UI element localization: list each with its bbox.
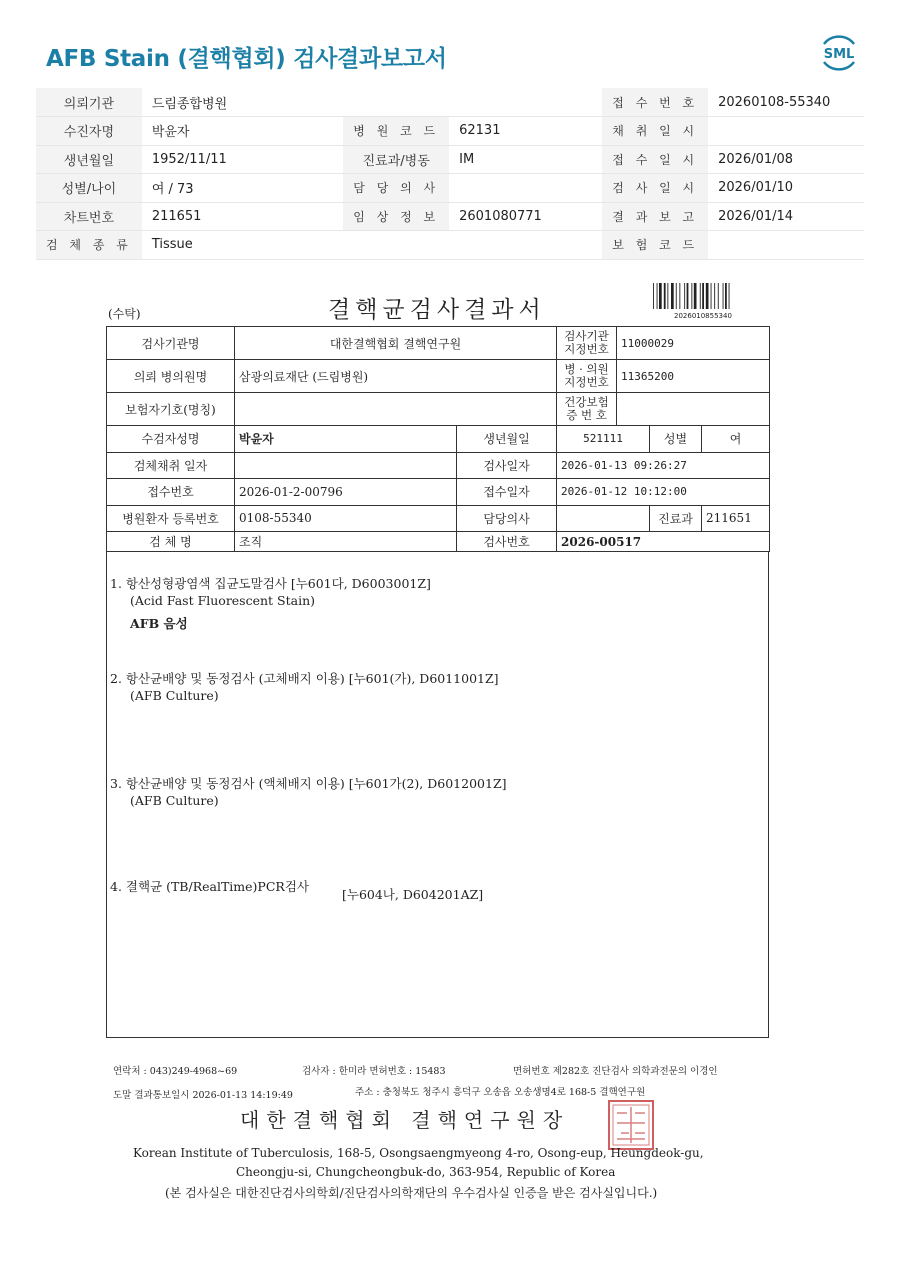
- logo-text: SML: [823, 47, 855, 62]
- barcode-bar: [676, 283, 677, 309]
- info-label: 임 상 정 보: [343, 202, 449, 231]
- barcode-bar: [711, 283, 712, 309]
- info-value: 여 / 73: [142, 174, 343, 203]
- form-row: [107, 360, 770, 393]
- result-item: [110, 878, 309, 895]
- form-label: 검사기관명: [107, 327, 235, 360]
- form-label: 건강보험 증 번 호: [557, 393, 617, 426]
- info-label: 검 체 종 류: [36, 231, 142, 260]
- footer-contact: 연락처 : 043)249-4968~69: [113, 1066, 238, 1077]
- exam-form-table: [106, 326, 770, 552]
- barcode-bar: [700, 283, 701, 309]
- result-item: [110, 575, 431, 632]
- form-label: 성별: [650, 426, 702, 453]
- form-label: 검체채취 일자: [107, 452, 235, 479]
- barcode-bar: [659, 283, 662, 309]
- form-value: 2026-01-13 09:26:27: [557, 452, 770, 479]
- info-label: 검 사 일 시: [602, 174, 708, 203]
- result-subtitle: (AFB Culture): [130, 793, 219, 808]
- result-value: AFB 음성: [130, 616, 188, 631]
- info-label: 접 수 일 시: [602, 145, 708, 174]
- form-value: 2026-01-12 10:12:00: [557, 479, 770, 506]
- form-value: [617, 393, 770, 426]
- info-label: 담 당 의 사: [343, 174, 449, 203]
- form-value: 삼광의료재단 (드림병원): [235, 360, 557, 393]
- form-value: 조직: [235, 532, 457, 552]
- form-label: 담당의사: [457, 505, 557, 532]
- info-value: 박윤자: [142, 117, 343, 146]
- result-item: [110, 775, 507, 809]
- info-value: 62131: [449, 117, 602, 146]
- footer-examiner: 검사자 : 한미라 면허번호 : 15483: [302, 1066, 446, 1077]
- info-value: 2026/01/14: [708, 202, 864, 231]
- form-value: 0108-55340: [235, 505, 457, 532]
- barcode-bar: [657, 283, 658, 309]
- info-label: 진료과/병동: [343, 145, 449, 174]
- form-value: 2026-00517: [557, 532, 770, 552]
- form-label: 병원환자 등록번호: [107, 505, 235, 532]
- info-label: 수진자명: [36, 117, 142, 146]
- info-value: IM: [449, 145, 602, 174]
- form-label: 검사기관 지정번호: [557, 327, 617, 360]
- barcode-bar: [684, 283, 685, 309]
- form-label: 접수번호: [107, 479, 235, 506]
- form-label: 검사번호: [457, 532, 557, 552]
- barcode-bar: [702, 283, 704, 309]
- director-name: 대한결핵협회 결핵연구원장: [240, 1108, 570, 1132]
- document-title: 결핵균검사결과서: [328, 297, 546, 323]
- barcode-bar: [706, 283, 709, 309]
- result-subtitle: (Acid Fast Fluorescent Stain): [130, 593, 316, 608]
- form-value: 211651: [702, 505, 770, 532]
- barcode-bar: [714, 283, 715, 309]
- barcode-bar: [729, 283, 730, 309]
- form-value: [235, 452, 457, 479]
- copy-mark: (수탁): [108, 307, 141, 321]
- info-value: 2601080771: [449, 202, 602, 231]
- form-row: [107, 505, 770, 532]
- form-value: 여: [702, 426, 770, 453]
- footer-report-time: 도말 결과통보일시 2026-01-13 14:19:49: [113, 1090, 293, 1101]
- official-seal: [607, 1099, 655, 1151]
- form-value: [235, 393, 557, 426]
- barcode-bar: [687, 283, 689, 309]
- form-row: [107, 479, 770, 506]
- form-label: 의뢰 병의원명: [107, 360, 235, 393]
- form-label: 검사일자: [457, 452, 557, 479]
- result-title: 1. 항산성형광염색 집균도말검사 [누601다, D6003001Z]: [110, 576, 431, 591]
- form-row: [107, 393, 770, 426]
- info-label: 생년월일: [36, 145, 142, 174]
- form-label: 검 체 명: [107, 532, 235, 552]
- info-value: 211651: [142, 202, 343, 231]
- result-subtitle: (AFB Culture): [130, 688, 219, 703]
- form-label: 생년월일: [457, 426, 557, 453]
- form-value: 11000029: [617, 327, 770, 360]
- barcode-bar: [718, 283, 719, 309]
- form-row: [107, 532, 770, 552]
- barcode-bar: [725, 283, 727, 309]
- form-value: 박윤자: [235, 426, 457, 453]
- info-label: 보 험 코 드: [602, 231, 708, 260]
- address-en-line2: Cheongju-si, Chungcheongbuk-do, 363-954, Republic of Korea: [236, 1165, 616, 1179]
- result-title: 4. 결핵균 (TB/RealTime)PCR검사: [110, 879, 309, 894]
- certification-note: (본 검사실은 대한진단검사의학회/진단검사의학재단의 우수검사실 인증을 받은 검사실입니다.): [165, 1186, 658, 1200]
- form-label: 병 · 의원 지정번호: [557, 360, 617, 393]
- barcode-bar: [667, 283, 668, 309]
- form-label: 보험자기호(명칭): [107, 393, 235, 426]
- info-value: 20260108-55340: [708, 88, 864, 117]
- info-label: 차트번호: [36, 202, 142, 231]
- info-value: 2026/01/08: [708, 145, 864, 174]
- info-value: 드림종합병원: [142, 88, 343, 117]
- form-value: [557, 505, 650, 532]
- form-row: [107, 452, 770, 479]
- barcode-bar: [679, 283, 680, 309]
- barcode-bar: [694, 283, 697, 309]
- barcode-bar: [723, 283, 724, 309]
- form-row: [107, 426, 770, 453]
- result-title: 2. 항산균배양 및 동정검사 (고체배지 이용) [누601(가), D6011001Z]: [110, 671, 499, 686]
- form-value: 521111: [557, 426, 650, 453]
- info-label: 접 수 번 호: [602, 88, 708, 117]
- info-label: 결 과 보 고: [602, 202, 708, 231]
- form-row: [107, 327, 770, 360]
- form-value: 11365200: [617, 360, 770, 393]
- barcode-number: 2026010855340: [674, 312, 732, 320]
- info-label: 병 원 코 드: [343, 117, 449, 146]
- footer-license: 면허번호 제282호 진단검사 의학과전문의 이경인: [513, 1066, 718, 1077]
- form-label: 수검자성명: [107, 426, 235, 453]
- result-code: [누604나, D604201AZ]: [342, 887, 484, 902]
- info-label: 채 취 일 시: [602, 117, 708, 146]
- info-value: Tissue: [142, 231, 343, 260]
- info-value: 1952/11/11: [142, 145, 343, 174]
- info-label: 의뢰기관: [36, 88, 142, 117]
- barcode-bar: [664, 283, 666, 309]
- barcode-bar: [653, 283, 654, 309]
- footer-address: 주소 : 충청북도 청주시 흥덕구 오송읍 오송생명4로 168-5 결핵연구원: [355, 1087, 646, 1098]
- form-label: 진료과: [650, 505, 702, 532]
- barcode-bar: [671, 283, 674, 309]
- address-en-line1: Korean Institute of Tuberculosis, 168-5, Osongsaengmyeong 4-ro, Osong-eup, Heungdeok-gu,: [133, 1146, 704, 1160]
- barcode-bar: [691, 283, 692, 309]
- form-label: 접수일자: [457, 479, 557, 506]
- form-value: 대한결핵협회 결핵연구원: [235, 327, 557, 360]
- info-value: 2026/01/10: [708, 174, 864, 203]
- info-label: 성별/나이: [36, 174, 142, 203]
- barcode: [653, 283, 753, 309]
- form-value: 2026-01-2-00796: [235, 479, 457, 506]
- result-item: [110, 670, 499, 704]
- result-title: 3. 항산균배양 및 동정검사 (액체배지 이용) [누601가(2), D6012001Z]: [110, 776, 507, 791]
- page-title: AFB Stain (결핵협회) 검사결과보고서: [46, 46, 447, 72]
